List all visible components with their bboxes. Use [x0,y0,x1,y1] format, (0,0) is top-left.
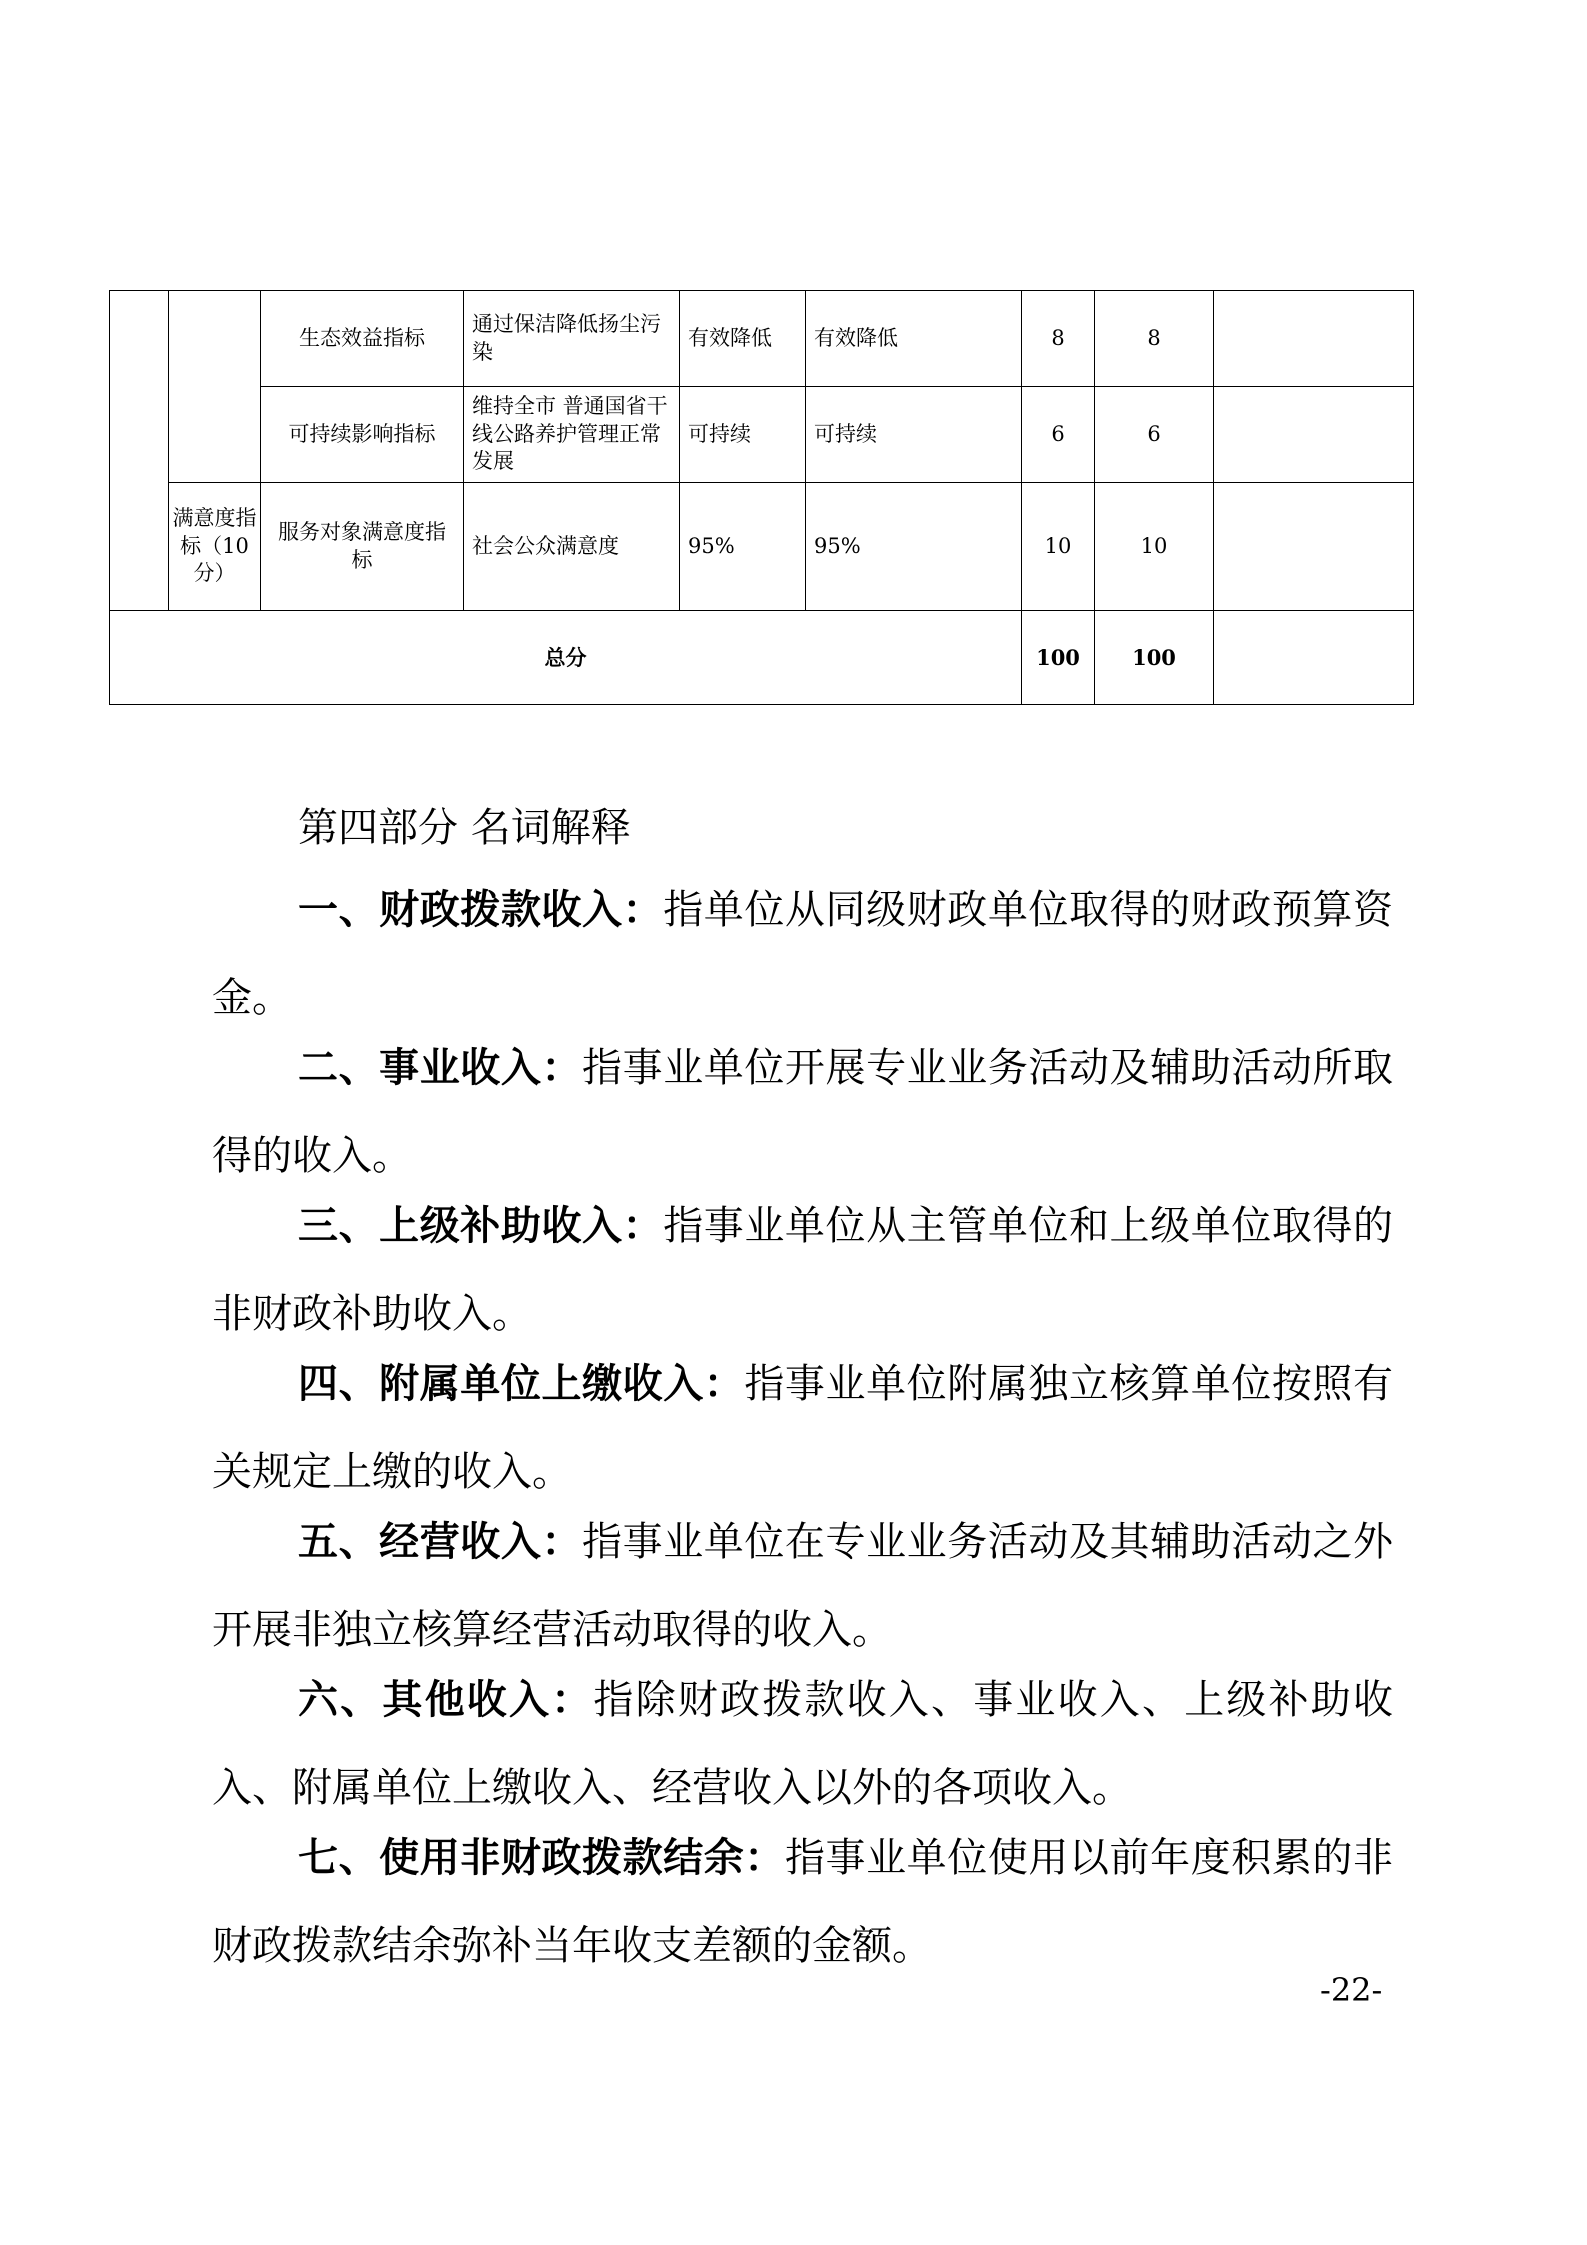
definition-term: 一、财政拨款收入： [298,886,664,933]
definition-paragraph [212,1498,1393,1674]
table-row [110,387,1414,483]
indicator-content-cell: 社会公众满意度 [464,483,680,611]
level2-indicator-cell [169,291,261,483]
definition-text: 指除财政拨款收入、事业收入、上级补助收入、附属单位上缴收入、经营收入以外的各项收入。 [212,1677,1394,1811]
remark-cell [1214,387,1414,483]
table-row [110,291,1414,387]
page-number: -22- [1320,1971,1383,2009]
indicator-content-cell: 通过保洁降低扬尘污染 [464,291,680,387]
definition-term: 七、使用非财政拨款结余： [298,1834,785,1881]
actual-value-cell: 可持续 [806,387,1022,483]
actual-value-cell: 有效降低 [806,291,1022,387]
definition-paragraph [212,1182,1393,1358]
score-cell: 6 [1095,387,1214,483]
target-value-cell: 95% [680,483,806,611]
satisfaction-category-cell: 满意度指标（10分） [169,483,261,611]
score-cell: 8 [1095,291,1214,387]
definition-text: 指事业单位开展专业业务活动及辅助活动所取得的收入。 [212,1045,1394,1179]
weight-cell: 6 [1022,387,1095,483]
total-weight-cell: 100 [1022,611,1095,705]
definition-text: 指事业单位附属独立核算单位按照有关规定上缴的收入。 [212,1361,1394,1495]
remark-cell [1214,483,1414,611]
weight-cell: 8 [1022,291,1095,387]
definition-text: 指事业单位从主管单位和上级单位取得的非财政补助收入。 [212,1203,1394,1337]
definition-paragraph [212,866,1393,1042]
level1-indicator-cell [110,291,169,611]
total-row [110,611,1414,705]
definition-paragraph [212,1340,1393,1516]
definition-text: 指单位从同级财政单位取得的财政预算资金。 [212,887,1394,1021]
definition-term: 六、其他收入： [298,1676,594,1723]
performance-indicator-table [109,290,1414,705]
section-heading: 第四部分 名词解释 [298,805,631,851]
definition-paragraph [212,1814,1393,1990]
remark-cell [1214,291,1414,387]
target-value-cell: 可持续 [680,387,806,483]
indicator-content-cell: 维持全市 普通国省干线公路养护管理正常发展 [464,387,680,483]
sub-indicator-cell: 服务对象满意度指标 [261,483,464,611]
definition-paragraph [212,1024,1393,1200]
total-score-cell: 100 [1095,611,1214,705]
actual-value-cell: 95% [806,483,1022,611]
definition-text: 指事业单位在专业业务活动及其辅助活动之外开展非独立核算经营活动取得的收入。 [212,1519,1394,1653]
score-cell: 10 [1095,483,1214,611]
total-remark-cell [1214,611,1414,705]
total-label-cell: 总分 [110,611,1022,705]
definition-term: 五、经营收入： [298,1518,583,1565]
definition-text: 指事业单位使用以前年度积累的非财政拨款结余弥补当年收支差额的金额。 [212,1835,1394,1969]
definition-paragraph [212,1656,1393,1832]
definition-term: 四、附属单位上缴收入： [298,1360,745,1407]
table-row [110,483,1414,611]
weight-cell: 10 [1022,483,1095,611]
sub-indicator-cell: 生态效益指标 [261,291,464,387]
sub-indicator-cell: 可持续影响指标 [261,387,464,483]
definition-term: 二、事业收入： [298,1044,583,1091]
target-value-cell: 有效降低 [680,291,806,387]
definition-term: 三、上级补助收入： [298,1202,664,1249]
